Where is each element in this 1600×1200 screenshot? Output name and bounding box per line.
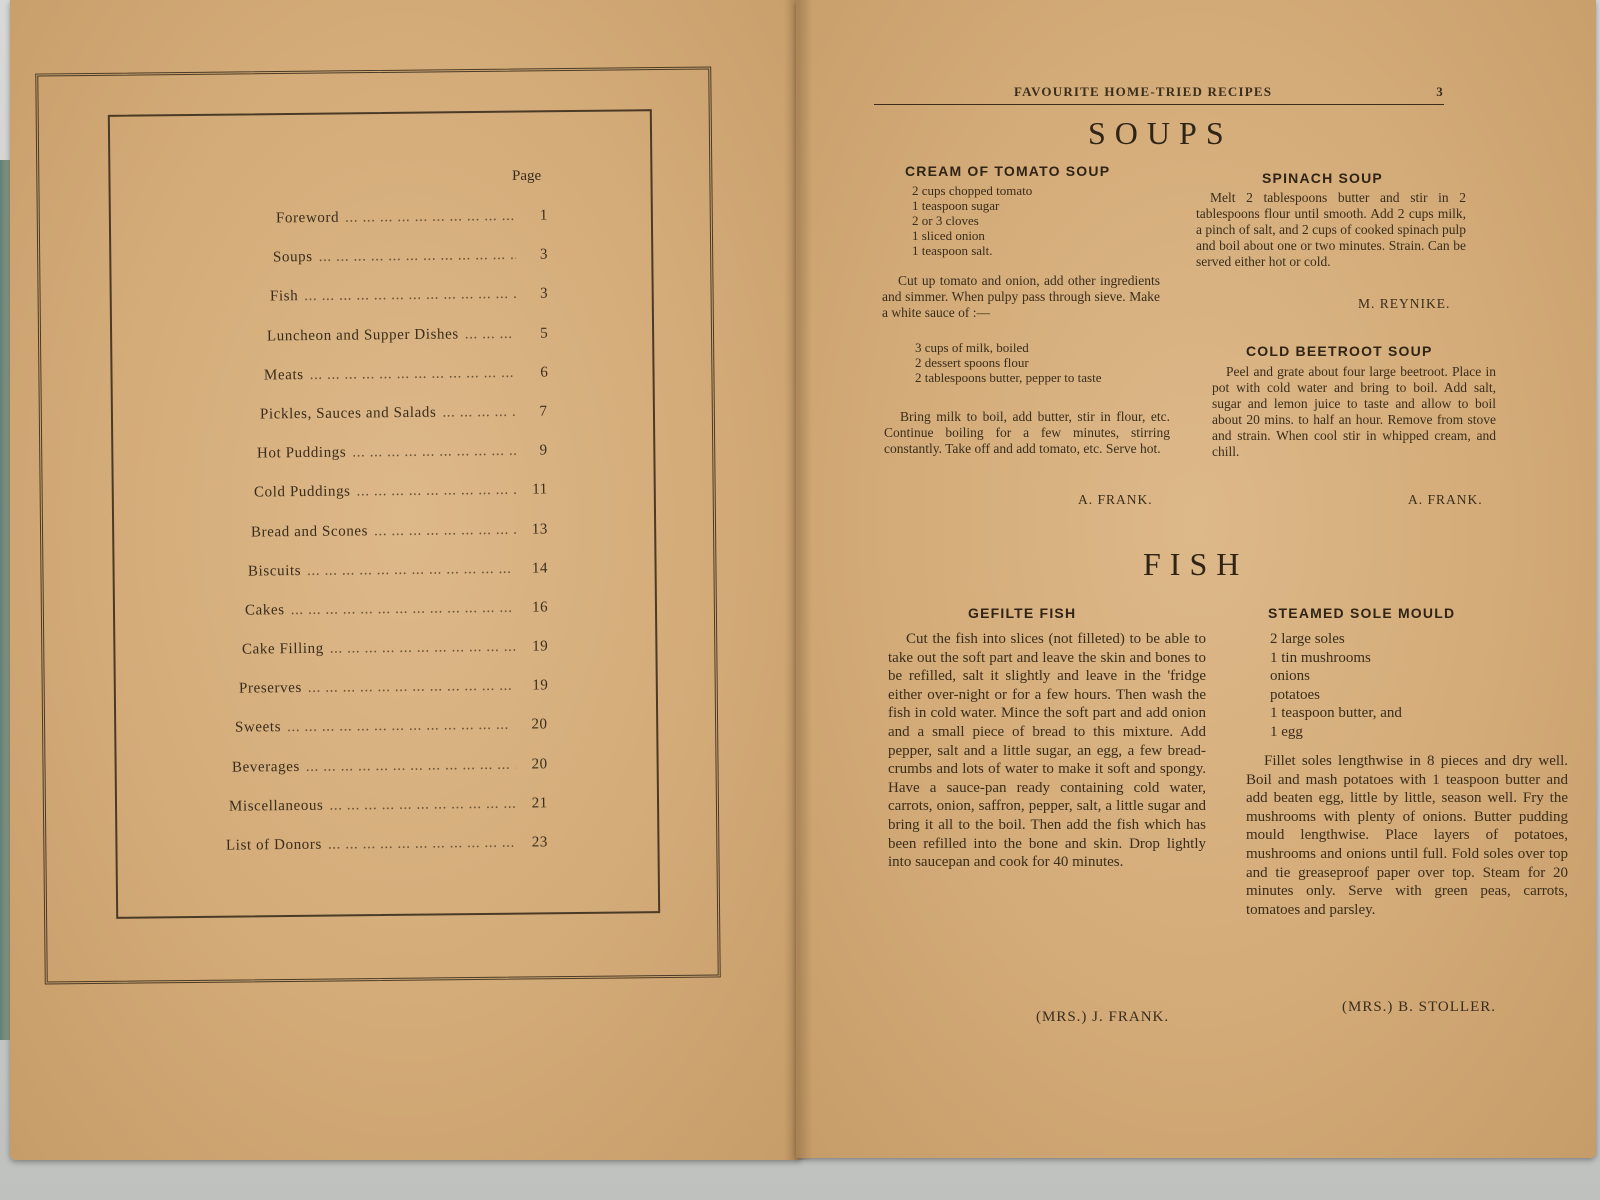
ingredient: 2 or 3 cloves bbox=[912, 213, 979, 228]
contents-entry-page: 3 bbox=[539, 246, 549, 263]
contents-entry-page: 21 bbox=[531, 795, 549, 812]
ingredient: 2 large soles bbox=[1270, 631, 1345, 647]
contents-entry bbox=[226, 834, 548, 854]
contents-entry bbox=[254, 482, 548, 502]
contents-entry bbox=[238, 678, 548, 698]
contents-entry-label: Cake Filling bbox=[241, 640, 324, 658]
contents-entry-label: Bread and Scones bbox=[250, 522, 369, 541]
ingredient: 2 cups chopped tomato bbox=[912, 183, 1033, 198]
ingredient: 2 dessert spoons flour bbox=[915, 355, 1029, 370]
leader-dots bbox=[374, 521, 516, 539]
contents-entry-page: 20 bbox=[531, 716, 549, 733]
contents-entry-page: 5 bbox=[539, 325, 549, 342]
contents-entry-page: 20 bbox=[531, 755, 549, 773]
gefilte-fish-author: (MRS.) J. FRANK. bbox=[1036, 1009, 1170, 1025]
contents-entry bbox=[273, 247, 548, 267]
fish-heading: FISH bbox=[1143, 546, 1249, 582]
steamed-sole-author: (MRS.) B. STOLLER. bbox=[1342, 999, 1496, 1015]
ingredient: 1 egg bbox=[1270, 723, 1303, 740]
contents-entry-page: 13 bbox=[531, 520, 549, 538]
leader-dots bbox=[309, 365, 516, 384]
leader-dots bbox=[304, 286, 516, 305]
cream-of-tomato-title: CREAM OF TOMATO SOUP bbox=[905, 163, 1111, 179]
contents-entry-label: Soups bbox=[272, 249, 313, 266]
contents-entry-label: Preserves bbox=[238, 680, 302, 697]
spinach-soup-author: M. REYNIKE. bbox=[1358, 296, 1451, 311]
steamed-sole-ingredients bbox=[1270, 630, 1510, 742]
contents-entry-label: Miscellaneous bbox=[229, 797, 324, 815]
contents-entry bbox=[260, 403, 548, 423]
cold-beetroot-soup-title: COLD BEETROOT SOUP bbox=[1246, 343, 1433, 359]
contents-entry-page: 3 bbox=[539, 285, 549, 303]
contents-entry-page: 19 bbox=[531, 638, 549, 655]
ingredient: onions bbox=[1270, 668, 1311, 685]
contents-entry bbox=[251, 521, 548, 541]
cream-of-tomato-method-2: Bring milk to boil, add butter, stir in flour, etc. Continue boiling for a few minutes, stirring constantly. Take off and add tomato, etc. Serve hot. bbox=[884, 409, 1170, 456]
cream-of-tomato-ingredients bbox=[912, 183, 1172, 258]
contents-entry bbox=[267, 325, 549, 345]
contents-entry bbox=[276, 208, 548, 228]
ingredient: 1 teaspoon butter, and bbox=[1270, 705, 1402, 722]
leader-dots bbox=[287, 717, 516, 736]
soups-heading: SOUPS bbox=[1088, 115, 1233, 151]
leader-dots bbox=[290, 600, 516, 619]
contents-entry-label: Foreword bbox=[275, 209, 340, 227]
contents-entry bbox=[257, 443, 548, 463]
contents-entry bbox=[245, 599, 548, 619]
leader-dots bbox=[352, 443, 516, 462]
leader-dots bbox=[306, 756, 516, 775]
contents-entry-label: Sweets bbox=[235, 719, 282, 737]
contents-entry bbox=[263, 364, 548, 384]
leader-dots bbox=[357, 482, 516, 501]
running-header bbox=[874, 84, 1444, 105]
leader-dots bbox=[307, 678, 516, 697]
contents-entry-page: 11 bbox=[532, 481, 549, 498]
contents-entry-label: Biscuits bbox=[247, 562, 302, 580]
contents-entry-page: 6 bbox=[539, 364, 549, 381]
leader-dots bbox=[443, 404, 516, 422]
contents-entry-label: Luncheon and Supper Dishes bbox=[266, 326, 459, 345]
book-spine-shadow bbox=[784, 0, 812, 1160]
ingredient: 1 teaspoon sugar bbox=[912, 198, 1000, 213]
white-sauce-ingredients bbox=[915, 340, 1165, 385]
contents-entry-label: Cold Puddings bbox=[254, 483, 351, 501]
contents-entry bbox=[248, 560, 548, 580]
contents-entry-page: 16 bbox=[531, 599, 549, 616]
spinach-soup-method: Melt 2 tablespoons butter and stir in 2 tablespoons flour until smooth. Add 2 cups milk, a pinch of salt, and 2 cups of cooked spinach pulp and boil about one or two minutes. Strain. Can be served either hot or cold. bbox=[1196, 190, 1466, 269]
ingredient: potatoes bbox=[1270, 686, 1320, 703]
cream-of-tomato-author: A. FRANK. bbox=[1078, 492, 1153, 507]
ingredient: 1 tin mushrooms bbox=[1270, 649, 1371, 666]
cold-beetroot-soup-method: Peel and grate about four large beetroot. Place in pot with cold water and bring to boil. Add salt, sugar and lemon juice to taste and allow to boil about 20 mins. to half an hour. Remove from stove and strain. When cool stir in whipped cream, and chill. bbox=[1212, 364, 1496, 459]
leader-dots bbox=[307, 560, 516, 579]
leader-dots bbox=[328, 835, 516, 854]
cold-beetroot-soup-author: A. FRANK. bbox=[1408, 492, 1483, 507]
spinach-soup-title: SPINACH SOUP bbox=[1262, 170, 1383, 186]
running-header-title: FAVOURITE HOME-TRIED RECIPES bbox=[1014, 84, 1273, 99]
contents-entry-label: Meats bbox=[263, 366, 304, 384]
leader-dots bbox=[464, 325, 516, 343]
gefilte-fish-method: Cut the fish into slices (not filleted) to be able to take out the soft part and leave the skin and bones to be refilled, salt it slightly and leave in the 'fridge either over-night or for a few hours. Then wash the fish in cold water. Mince the soft part and add onion and a small piece of bread to this mixture. Add pepper, salt and a little sugar, an egg, a few bread-crumbs and lots of water to make it soft and spongy. Have a sauce-pan ready containing cold water, carrots, onion, saffron, pepper, salt, a little sugar and bring it all to the boil. Then add the fish which has been refilled into the bone and skin. Drop lightly into saucepan and cook for 40 minutes. bbox=[888, 631, 1206, 871]
cream-of-tomato-method-1: Cut up tomato and onion, add other ingredients and simmer. When pulpy pass through sieve. Make a white sauce of :— bbox=[882, 273, 1160, 320]
ingredient: 1 sliced onion bbox=[912, 228, 985, 243]
gefilte-fish-title: GEFILTE FISH bbox=[968, 605, 1077, 621]
contents-entry-page: 9 bbox=[539, 442, 549, 459]
contents-entry-label: Pickles, Sauces and Salads bbox=[260, 404, 437, 423]
leader-dots bbox=[318, 247, 516, 266]
contents-entry-label: Hot Puddings bbox=[257, 444, 347, 462]
contents-entry-page: 7 bbox=[539, 403, 549, 420]
contents-entry bbox=[270, 286, 548, 306]
ingredient: 3 cups of milk, boiled bbox=[915, 340, 1029, 355]
contents-entry-page: 1 bbox=[539, 207, 549, 224]
steamed-sole-title: STEAMED SOLE MOULD bbox=[1268, 605, 1456, 621]
contents-entry bbox=[242, 638, 549, 658]
contents-entry-label: Beverages bbox=[232, 758, 301, 776]
contents-entry-label: Fish bbox=[269, 288, 299, 305]
ingredient: 2 tablespoons butter, pepper to taste bbox=[915, 370, 1102, 385]
contents-entry-label: List of Donors bbox=[225, 836, 322, 854]
steamed-sole-method: Fillet soles lengthwise in 8 pieces and dry well. Boil and mash potatoes with 1 teaspoon butter and add beaten egg, little by little, season well. Fry the mushrooms with plenty of onions. Butter pudding mould lengthwise. Place layers of potatoes, mushrooms and onions until full. Fold soles over top and tie greaseproof paper over top. Steam for 20 minutes only. Serve with green peas, carrots, tomatoes and parsley. bbox=[1246, 753, 1568, 918]
contents-entry-label: Cakes bbox=[244, 602, 285, 619]
leader-dots bbox=[329, 639, 516, 658]
leader-dots bbox=[345, 208, 516, 227]
contents-page-heading: Page bbox=[512, 168, 542, 184]
contents-entry-page: 23 bbox=[531, 834, 549, 851]
page-number: 3 bbox=[1436, 84, 1444, 99]
leader-dots bbox=[329, 795, 516, 814]
contents-entry-page: 14 bbox=[531, 560, 549, 577]
contents-entry bbox=[229, 795, 548, 815]
contents-entry-page: 19 bbox=[531, 677, 549, 694]
ingredient: 1 teaspoon salt. bbox=[912, 243, 993, 258]
contents-entry bbox=[232, 756, 548, 776]
